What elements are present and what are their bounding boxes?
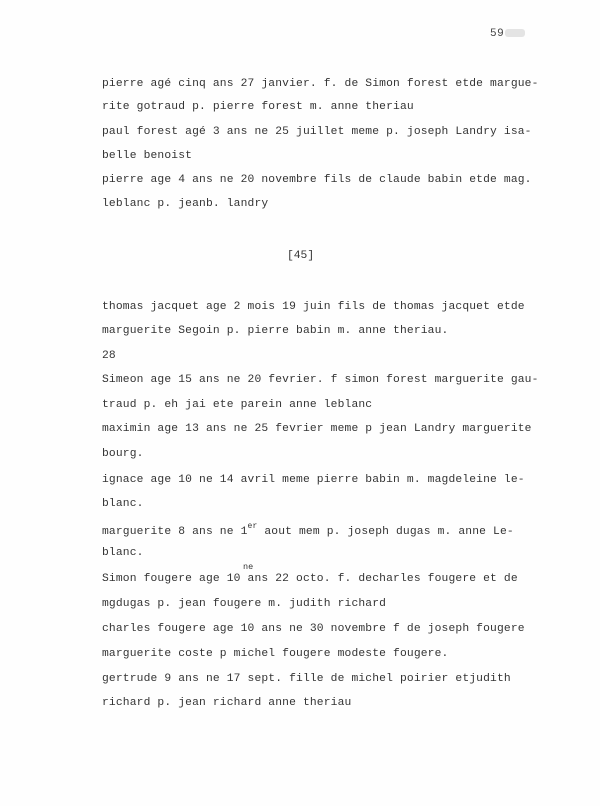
line-text: marguerite 8 ans ne 1 <box>102 525 248 538</box>
text-line: traud p. eh jai ete parein anne leblanc <box>102 399 373 411</box>
ink-smudge <box>505 29 525 37</box>
text-line: pierre age 4 ans ne 20 novembre fils de claude babin etde mag. <box>102 174 532 186</box>
text-line: belle benoist <box>102 150 193 162</box>
interlinear-note: ne <box>243 562 254 572</box>
text-line: mgdugas p. jean fougere m. judith richard <box>102 598 387 610</box>
line-text: aout mem p. joseph dugas m. anne Le- <box>257 525 514 538</box>
text-line: Simon fougere age 10 ans 22 octo. f. decharles fougere et de <box>102 573 518 585</box>
text-line: Simeon age 15 ans ne 20 fevrier. f simon forest marguerite gau- <box>102 374 539 386</box>
text-line: richard p. jean richard anne theriau <box>102 697 352 709</box>
text-line: bourg. <box>102 448 144 460</box>
text-line: marguerite Segoin p. pierre babin m. anne theriau. <box>102 325 449 337</box>
section-label: [45] <box>287 250 315 262</box>
text-line: gertrude 9 ans ne 17 sept. fille de michel poirier etjudith <box>102 673 511 685</box>
text-line: 28 <box>102 350 116 362</box>
text-line: pierre agé cinq ans 27 janvier. f. de Simon forest etde margue- <box>102 78 539 90</box>
superscript: er <box>247 522 258 531</box>
text-line: leblanc p. jeanb. landry <box>102 198 269 210</box>
page-number-text: 59 <box>490 28 505 40</box>
text-line: paul forest agé 3 ans ne 25 juillet meme p. joseph Landry isa- <box>102 126 532 138</box>
text-line: rite gotraud p. pierre forest m. anne theriau <box>102 101 414 113</box>
text-line: marguerite coste p michel fougere modeste fougere. <box>102 648 449 660</box>
text-line: thomas jacquet age 2 mois 19 juin fils de thomas jacquet etde <box>102 301 525 313</box>
page-number <box>490 28 525 40</box>
text-line: blanc. <box>102 547 144 559</box>
text-line-with-superscript <box>102 523 514 538</box>
text-line: blanc. <box>102 498 144 510</box>
text-line: maximin age 13 ans ne 25 fevrier meme p jean Landry marguerite <box>102 423 532 435</box>
text-line: charles fougere age 10 ans ne 30 novembre f de joseph fougere <box>102 623 525 635</box>
text-line: ignace age 10 ne 14 avril meme pierre babin m. magdeleine le- <box>102 474 525 486</box>
